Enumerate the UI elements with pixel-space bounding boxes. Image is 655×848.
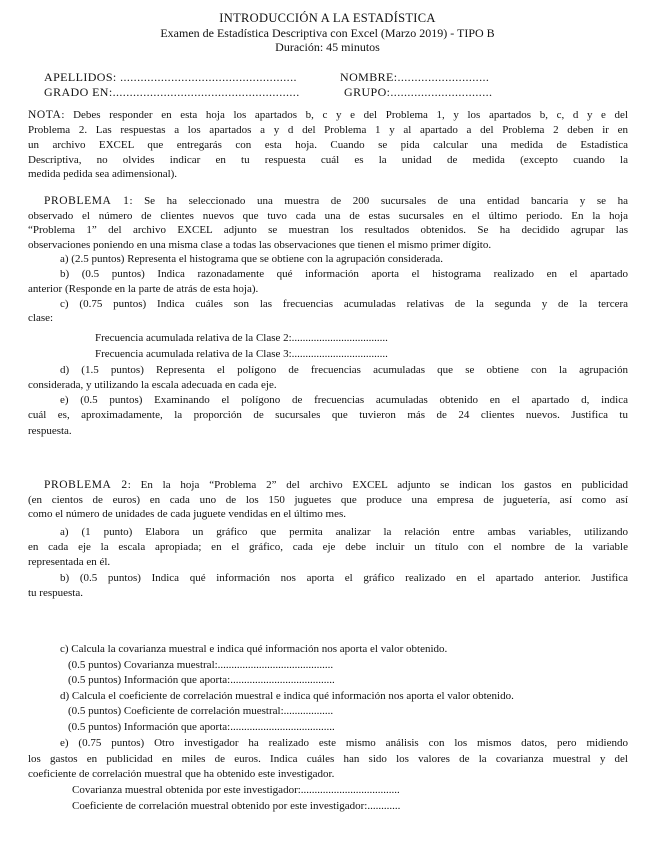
answer-clase-3[interactable]: Frecuencia acumulada relativa de la Clase 3:...................................: [95, 348, 388, 360]
question-2a: a) (1 punto) Elabora un gráfico que permita analizar la relación entre ambas variables, utilizando: [60, 526, 628, 538]
question-2a-cont: representada en él.: [28, 556, 111, 568]
nombre-field[interactable]: NOMBRE:...........................: [340, 70, 490, 84]
question-2e-cont: coeficiente de correlación muestral que ha obtenido este investigador.: [28, 768, 335, 780]
problema1-line: “Problema 1” del archivo EXCEL adjunto se muestran los resultados obtenidos. Se ha decidido agrupar las: [28, 224, 628, 236]
question-1c: c) (0.75 puntos) Indica cuáles son las frecuencias acumuladas relativas de la segunda y de la tercera: [60, 298, 628, 310]
question-2c: c) Calcula la covarianza muestral e indica qué información nos aporta el valor obtenido.: [60, 643, 448, 655]
question-1c-cont: clase:: [28, 312, 54, 324]
problema2-intro: [44, 478, 628, 492]
nota-line: Descriptiva, no olvides indicar en tu respuesta cuál es la unidad de medida (excepto cuando la: [28, 154, 628, 166]
problema1-intro: [44, 194, 628, 208]
problema1-line: observado el número de clientes nuevos que tuvo cada una de estas sucursales en el último periodo. En la hoja: [28, 210, 628, 222]
question-2b-cont: tu respuesta.: [28, 587, 83, 599]
answer-info-correlacion[interactable]: (0.5 puntos) Información que aporta:......................................: [68, 721, 335, 733]
grado-field[interactable]: GRADO EN:.......................................................: [44, 85, 300, 99]
problema1-text: : Se ha seleccionado una muestra de 200 sucursales de una entidad bancaria y se ha: [129, 195, 628, 207]
nota-line: un archivo EXCEL que entregarás con esta hoja. Cuando se pida calcular una medida de Estadística: [28, 139, 628, 151]
question-1d: d) (1.5 puntos) Representa el polígono de frecuencias acumuladas que se obtiene con la agrupación: [60, 364, 628, 376]
answer-coef-investigador[interactable]: Coeficiente de correlación muestral obtenido por este investigador:............: [72, 800, 401, 812]
nota-text: : Debes responder en esta hoja los apartados b, c y e del Problema 1, y los apartados b, c, d y e del: [61, 109, 628, 121]
exam-subtitle: Examen de Estadística Descriptiva con Excel (Marzo 2019) - TIPO B: [160, 26, 495, 40]
nota-line: medida pedida sea adimensional).: [28, 168, 178, 180]
answer-covarianza[interactable]: (0.5 puntos) Covarianza muestral:..........................................: [68, 659, 334, 671]
grupo-field[interactable]: GRUPO:..............................: [344, 85, 493, 99]
question-2d: d) Calcula el coeficiente de correlación muestral e indica qué información nos aporta el valor obtenido.: [60, 690, 514, 702]
problema2-line: como el número de unidades de cada juguete vendidas en el último mes.: [28, 508, 346, 520]
answer-coef-correlacion[interactable]: (0.5 puntos) Coeficiente de correlación muestral:..................: [68, 705, 334, 717]
answer-covarianza-investigador[interactable]: Covarianza muestral obtenida por este investigador:....................................: [72, 784, 400, 796]
problema2-lead: PROBLEMA 2: [44, 479, 128, 491]
apellidos-field[interactable]: APELLIDOS: ....................................................: [44, 70, 297, 84]
nota-lead: NOTA: [28, 109, 62, 121]
nota-line: [28, 108, 628, 122]
answer-info-covarianza[interactable]: (0.5 puntos) Información que aporta:......................................: [68, 674, 335, 686]
problema1-lead: PROBLEMA 1: [44, 195, 130, 207]
question-1d-cont: considerada, y utilizando la escala adecuada en cada eje.: [28, 379, 277, 391]
problema2-line: (en cientos de euros) en cada uno de los 150 juguetes que produce una empresa de juguetería, así como así: [28, 494, 628, 506]
question-2e: e) (0.75 puntos) Otro investigador ha realizado este mismo análisis con los mismos datos, pero midiendo: [60, 737, 628, 749]
answer-clase-2[interactable]: Frecuencia acumulada relativa de la Clase 2:...................................: [95, 332, 388, 344]
exam-title: INTRODUCCIÓN A LA ESTADÍSTICA: [219, 11, 436, 25]
question-1e: e) (0.5 puntos) Examinando el polígono de frecuencias acumuladas obtenido en el apartado d, indica: [60, 394, 628, 406]
question-1b-cont: anterior (Responde en la parte de atrás de esta hoja).: [28, 283, 259, 295]
exam-duration: Duración: 45 minutos: [275, 40, 380, 54]
question-2a-cont: en cada eje la escala apropiada; en el gráfico, cada eje debe incluir un título con el nombre de la variable: [28, 541, 628, 553]
question-1e-cont: respuesta.: [28, 425, 72, 437]
question-1a: a) (2.5 puntos) Representa el histograma que se obtiene con la agrupación considerada.: [60, 253, 444, 265]
question-2b: b) (0.5 puntos) Indica qué información nos aporta el gráfico realizado en el apartado anterior. Justifica: [60, 572, 628, 584]
problema2-text: : En la hoja “Problema 2” del archivo EXCEL adjunto se indican los gastos en publicidad: [127, 479, 628, 491]
question-1b: b) (0.5 puntos) Indica razonadamente qué información aporta el histograma realizado en el apartado: [60, 268, 628, 280]
nota-line: Problema 2. Las respuestas a los apartados a y d del Problema 1 y al apartado a del Problema 2 deben ir en: [28, 124, 628, 136]
question-2e-cont: los gastos en publicidad en miles de euros. Indica cuáles han sido los valores de la covarianza muestral y del: [28, 753, 628, 765]
question-1e-cont: cuál es, aproximadamente, la proporción de sucursales que tuvieron más de 24 clientes nuevos. Justifica tu: [28, 409, 628, 421]
problema1-line: observaciones poniendo en una misma clase a todas las observaciones que tienen el mismo primer dígito.: [28, 239, 492, 251]
